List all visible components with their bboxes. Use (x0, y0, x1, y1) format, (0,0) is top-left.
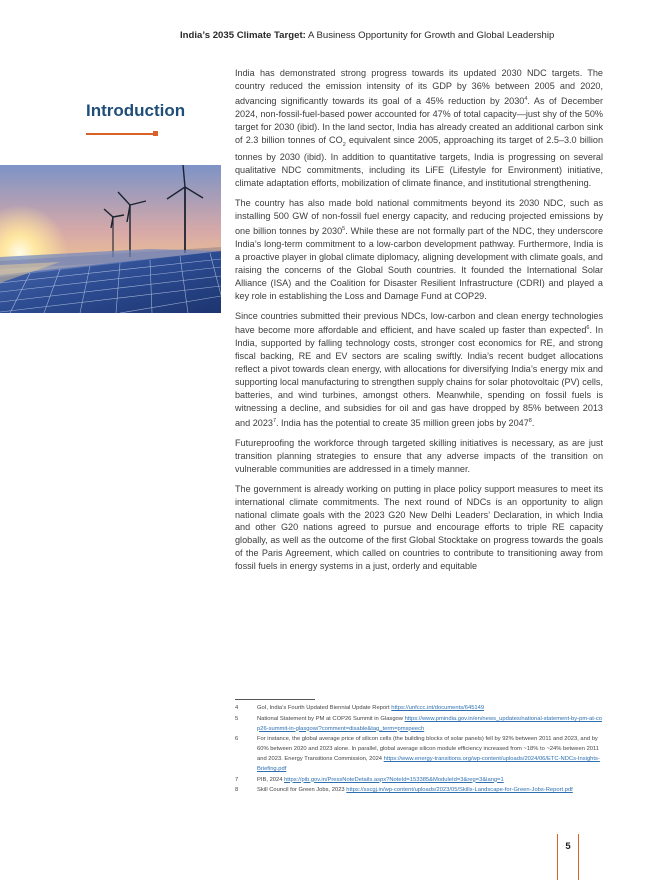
page-number: 5 (565, 841, 571, 852)
footnote-link[interactable]: https://unfccc.int/documents/645149 (391, 705, 485, 711)
section-title-marker (153, 131, 158, 136)
footnote-number: 6 (235, 736, 239, 743)
body-text (235, 67, 603, 580)
footnotes (235, 704, 603, 797)
running-header (180, 30, 604, 41)
footnote-ref[interactable]: 5 (342, 225, 346, 232)
solar-wind-farm-photo (0, 165, 221, 313)
footnote-ref[interactable]: 4 (524, 95, 528, 102)
footnote-ref[interactable]: 8 (528, 417, 532, 424)
footnote-link[interactable]: https://pib.gov.in/PressNoteDetails.aspx?NoteId=153385&ModuleId=3&reg=3&lang=1 (284, 776, 504, 783)
section-title-underline (86, 133, 154, 135)
footnote-link[interactable]: https://sscgj.in/wp-content/uploads/2023/05/Skills-Landscape-for-Green-Jobs-Report.pdf (346, 787, 573, 794)
footnote-item: 5 National Statement by PM at COP26 Summit in Glasgow https://www.pmindia.gov.in/en/news_updates/national-statement-by-pm-at-cop26-summit-in-glasgow/?comment=disable&tag_term=pmspeech (235, 715, 603, 735)
footnote-link[interactable]: https://www.energy-transitions.org/wp-content/uploads/2024/06/ETC-NDCs-Insights-Briefing.pdf (257, 755, 600, 772)
paragraph-national-commitments: The country has also made bold national commitments beyond its 2030 NDC, such as installing 500 GW of non-fossil fuel energy capacity, and reducing projected emissions by one billion tonnes by 2030$^5$. While these are not formally part of the NDC, they underscore India’s long-term commitment to a low-carbon development pathway. Furthermore, India is a proactive player in global climate diplomacy, aligning development with climate goals, and raising the concerns of the Global South countries. It founded the International Solar Alliance (ISA) and the Coalition for Disaster Resilient Infrastructure (CDRI) and played a key role in establishing the Loss and Damage Fund at COP29. (235, 198, 604, 301)
header-title-rest: A Business Opportunity for Growth and Global Leadership (305, 30, 555, 41)
footnote-number: 8 (235, 787, 239, 794)
footnote-divider (235, 699, 315, 700)
footnote-number: 7 (235, 776, 239, 783)
section-title: Introduction (86, 101, 186, 120)
solar-panel-array (0, 249, 221, 313)
paragraph-clean-energy: Since countries submitted their previous NDCs, low-carbon and clean energy technologies have become more affordable and efficient, and have scaled up faster than expected$^6$. In India, supported by falling technology costs, stronger cost economics for RE, and strong fiscal backing, RE and EV sectors are scaling swiftly. India’s recent budget allocations reflect a pivot towards clean energy, with allocations for diversifying India’s energy mix and supporting local manufacturing to strengthen supply chains for solar photovoltaic (PV) cells, batteries, and wind turbines, amongst others. Meanwhile, spending on fossil fuels is witnessing a decline, and subsidies for oil and gas have dropped by 85% between 2013 and 2023$^7$. India has the potential to create 35 million green jobs by 2047$^8$. (235, 310, 603, 428)
paragraph-ndc-progress: India has demonstrated strong progress towards its updated 2030 NDC targets. The country reduced the emission intensity of its GDP by 36% between 2005 and 2020, advancing significantly towards its goal of a 45% reduction by 2030$^4$. As of December 2024, non-fossil-fuel-based power accounted for 47% of total capacity—just shy of the 50% target for 2030 (ibid). In the land sector, India has already created an additional carbon sink of 2.3 billion tonnes of $CO_2$ equivalent since 2005, approaching its target of 2.5–3.0 billion tonnes by 2030 (ibid). In addition to quantitative targets, India is progressing on several qualitative NDC commitments, including its LiFE (Lifestyle for Environment) initiative, climate adaptation efforts, mobilization of climate finance, and institutional strengthening. (235, 68, 603, 189)
footnote-ref[interactable]: 7 (272, 417, 276, 424)
footnote-link[interactable]: https://www.pmindia.gov.in/en/news_updates/national-statement-by-pm-at-cop26-summit-in-glasgow/?comment=disable&tag_term=pmspeech (257, 715, 602, 732)
paragraph-policy: The government is already working on putting in place policy support measures to meet its international climate commitments. The next round of NDCs is an opportunity to align national climate goals with the 2023 G20 New Delhi Leaders’ Declaration, in which India and other G20 nations agreed to pursue and encourage efforts to triple RE capacity globally, as well as the outcome of the first Global Stocktake on progress towards the goals of the Paris Agreement, which called on countries to contribute to transitioning away from fossil fuels in energy systems in a just, orderly and equitable (235, 483, 603, 572)
paragraph-workforce: Futureproofing the workforce through targeted skilling initiatives is necessary, as are just transition planning strategies to ensure that any adverse impacts of the transition on vulnerable communities are addressed in a timely manner. (235, 437, 603, 474)
footnote-number: 4 (235, 705, 239, 711)
header-title-bold: India’s 2035 Climate Target: (180, 30, 306, 41)
footnote-item: 6 For instance, the global average price of silicon cells (the building blocks of solar panels) fell by 92% between 2011 and 2023, and by 60% between 2020 and 2023 alone. In parallel, global average silicon module efficiency increased from ~18% to ~24% between 2011 and 2023. Energy Transitions Commission, 2024 https://www.energy-transitions.org/wp-content/uploads/2024/06/ETC-NDCs-Insights-Briefing.pdf (235, 735, 603, 774)
footnote-item: 4 GoI, India’s Fourth Updated Biennial Update Report https://unfccc.int/documents/645149 (235, 704, 603, 714)
footnote-ref[interactable]: 6 (586, 325, 590, 332)
footnote-item: 7 PIB, 2024 https://pib.gov.in/PressNoteDetails.aspx?NoteId=153385&ModuleId=3&reg=3&lang=1 (235, 776, 603, 786)
footnote-number: 5 (235, 715, 239, 722)
footnote-item: 8 Skill Council for Green Jobs, 2023 https://sscgj.in/wp-content/uploads/2023/05/Skills-Landscape-for-Green-Jobs-Report.pdf (235, 786, 603, 796)
